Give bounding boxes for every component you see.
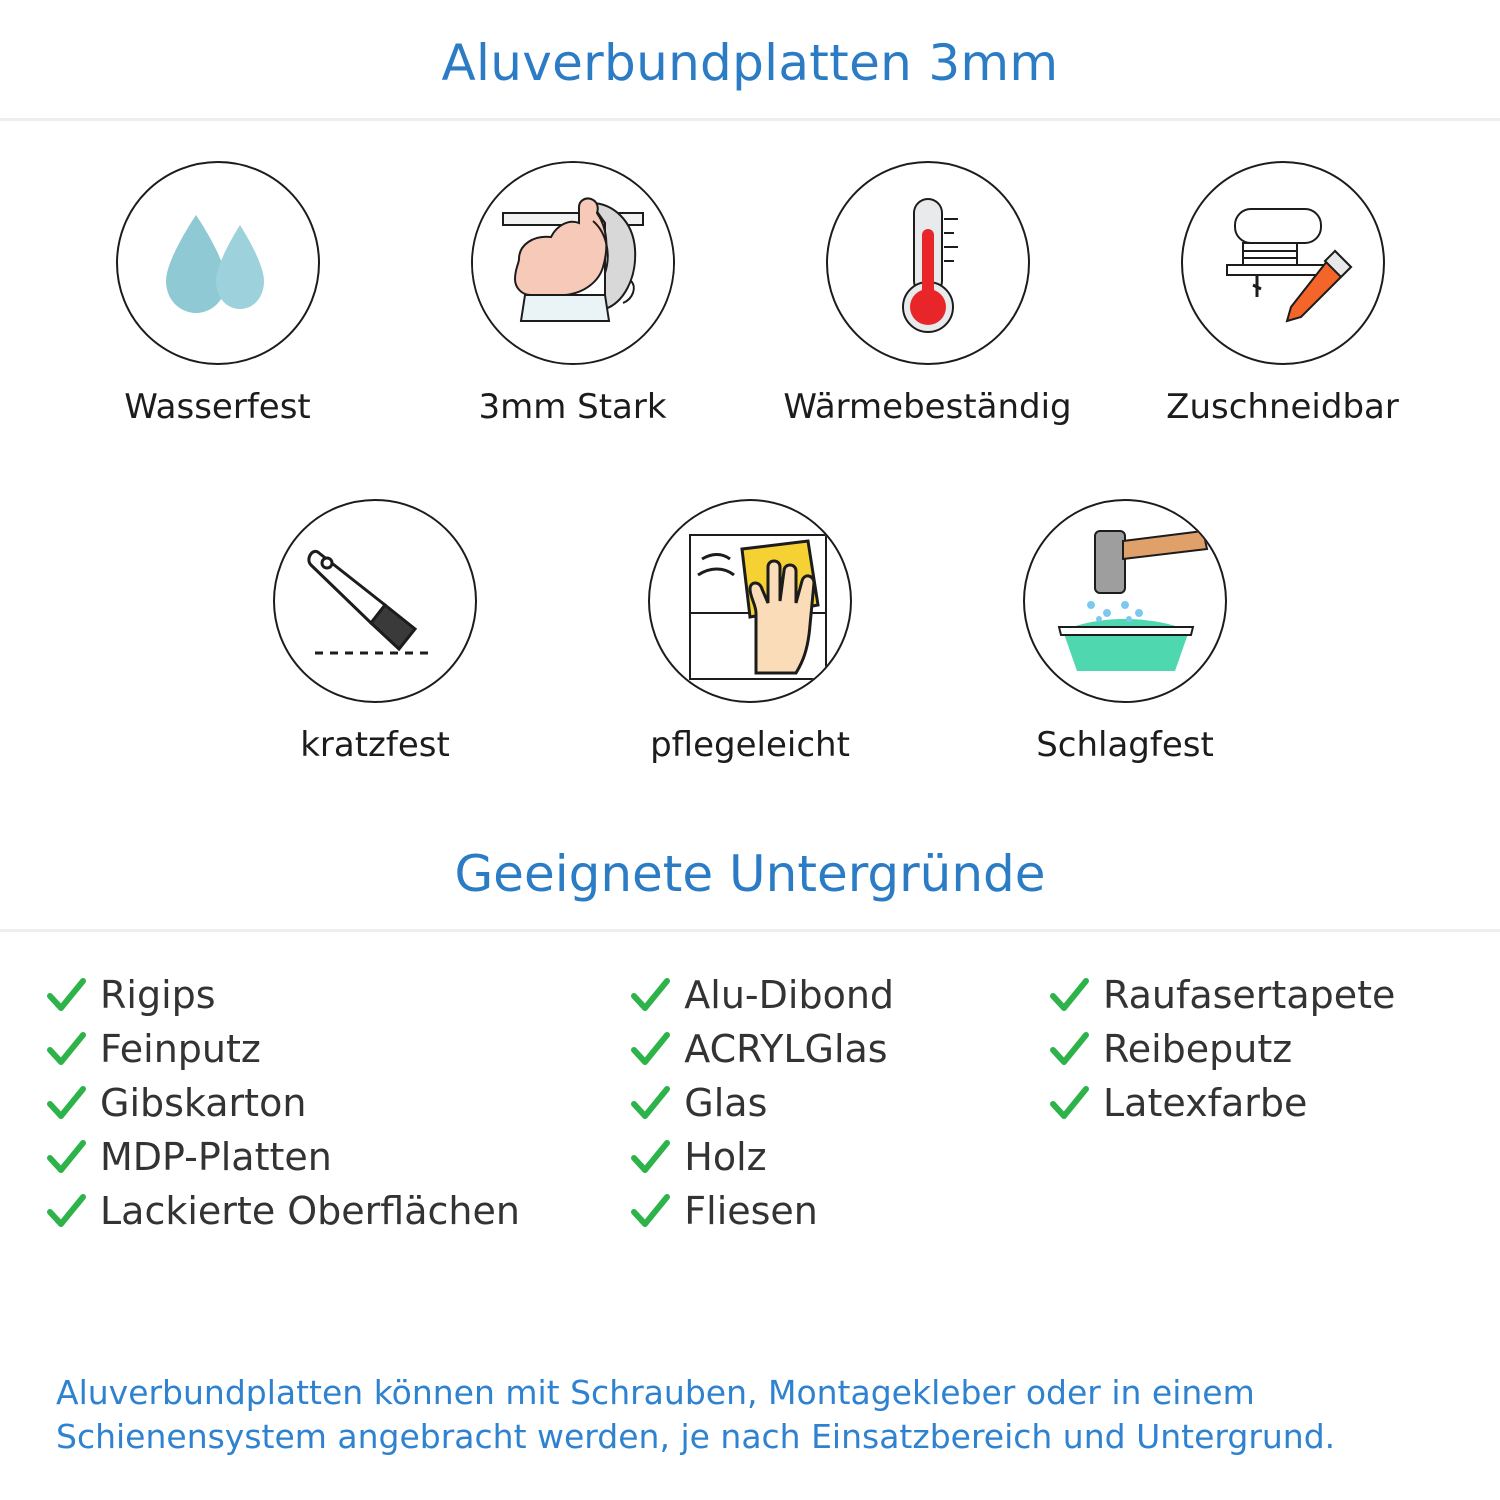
check-icon xyxy=(44,1081,88,1125)
feature-label: Schlagfest xyxy=(1036,725,1214,765)
header xyxy=(0,0,1500,92)
list-item xyxy=(628,1076,1047,1130)
check-icon xyxy=(1047,1081,1091,1125)
row-spacer xyxy=(40,427,1460,499)
list-item xyxy=(628,1130,1047,1184)
hammer-impact-icon xyxy=(1023,499,1227,703)
list-item-label: Glas xyxy=(684,1081,768,1125)
substrates-column-3 xyxy=(1047,968,1456,1238)
feature-item xyxy=(563,499,938,765)
list-item xyxy=(44,1022,628,1076)
check-icon xyxy=(44,1135,88,1179)
cleaning-cloth-hand-icon xyxy=(648,499,852,703)
feature-item xyxy=(40,161,395,427)
list-item-label: Feinputz xyxy=(100,1027,261,1071)
list-item xyxy=(44,1184,628,1238)
substrates-column-2 xyxy=(628,968,1047,1238)
substrates-list xyxy=(0,932,1500,1238)
list-item xyxy=(1047,968,1456,1022)
features-row-2 xyxy=(40,499,1460,765)
feature-label: 3mm Stark xyxy=(478,387,667,427)
features-section xyxy=(0,121,1500,765)
feature-item xyxy=(938,499,1313,765)
list-item-label: Rigips xyxy=(100,973,216,1017)
feature-label: Wärmebeständig xyxy=(783,387,1072,427)
list-item-label: Gibskarton xyxy=(100,1081,307,1125)
check-icon xyxy=(628,973,672,1017)
list-item-label: ACRYLGlas xyxy=(684,1027,888,1071)
thermometer-icon xyxy=(826,161,1030,365)
check-icon xyxy=(628,1189,672,1233)
check-icon xyxy=(44,1027,88,1071)
knife-scratch-icon xyxy=(273,499,477,703)
jigsaw-cutter-icon xyxy=(1181,161,1385,365)
list-item-label: Holz xyxy=(684,1135,767,1179)
list-item-label: Lackierte Oberflächen xyxy=(100,1189,520,1233)
list-item-label: Fliesen xyxy=(684,1189,818,1233)
list-item xyxy=(1047,1022,1456,1076)
feature-item xyxy=(188,499,563,765)
check-icon xyxy=(1047,973,1091,1017)
footer-note: Aluverbundplatten können mit Schrauben, Montagekleber oder in einem Schienensystem angebracht werden, je nach Einsatzbereich und Untergrund. xyxy=(56,1372,1336,1457)
features-row-1 xyxy=(40,161,1460,427)
check-icon xyxy=(44,973,88,1017)
substrates-title: Geeignete Untergründe xyxy=(454,845,1046,903)
list-item xyxy=(628,1022,1047,1076)
feature-item xyxy=(750,161,1105,427)
list-item xyxy=(44,968,628,1022)
check-icon xyxy=(628,1027,672,1071)
strong-arm-icon xyxy=(471,161,675,365)
feature-label: pflegeleicht xyxy=(650,725,850,765)
feature-label: Wasserfest xyxy=(124,387,311,427)
substrates-header xyxy=(0,845,1500,903)
list-item-label: Latexfarbe xyxy=(1103,1081,1308,1125)
water-drops-icon xyxy=(116,161,320,365)
list-item-label: Reibeputz xyxy=(1103,1027,1293,1071)
list-item xyxy=(44,1130,628,1184)
check-icon xyxy=(44,1189,88,1233)
list-item-label: Alu-Dibond xyxy=(684,973,895,1017)
list-item xyxy=(44,1076,628,1130)
substrates-column-1 xyxy=(44,968,628,1238)
feature-item xyxy=(395,161,750,427)
list-item-label: Raufasertapete xyxy=(1103,973,1396,1017)
feature-label: Zuschneidbar xyxy=(1166,387,1399,427)
feature-label: kratzfest xyxy=(300,725,450,765)
check-icon xyxy=(628,1081,672,1125)
list-item xyxy=(1047,1076,1456,1130)
check-icon xyxy=(628,1135,672,1179)
list-item xyxy=(628,968,1047,1022)
list-item-label: MDP-Platten xyxy=(100,1135,332,1179)
list-item xyxy=(628,1184,1047,1238)
page-title: Aluverbundplatten 3mm xyxy=(441,34,1059,92)
check-icon xyxy=(1047,1027,1091,1071)
feature-item xyxy=(1105,161,1460,427)
